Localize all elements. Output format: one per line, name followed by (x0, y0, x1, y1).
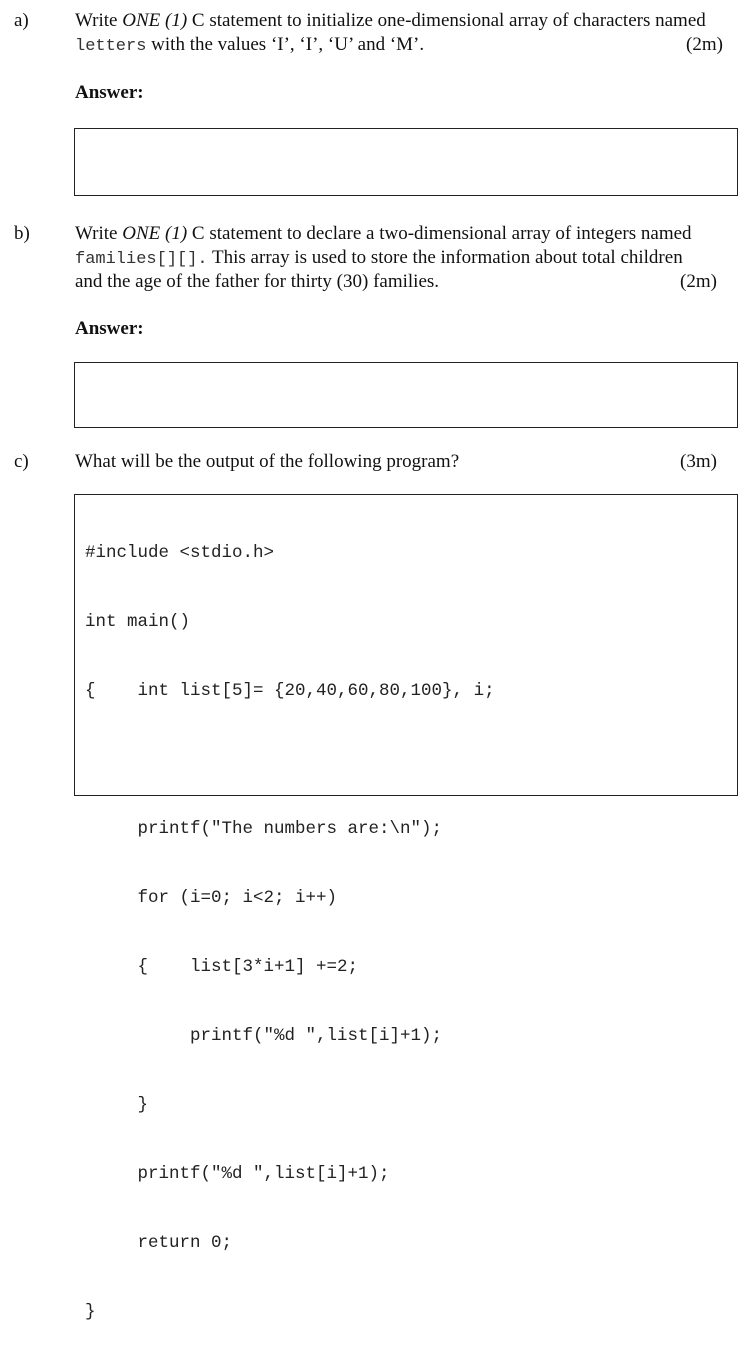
code-line: for (i=0; i<2; i++) (85, 888, 338, 908)
question-b-text-post: C statement to declare a two-dimensional array of integers named (187, 223, 692, 244)
question-b-marks: (2m) (680, 271, 717, 292)
question-b-text-pre: Write (75, 223, 123, 244)
question-a-text-post: C statement to initialize one-dimensional array of characters named (187, 10, 706, 31)
code-box (74, 494, 738, 1322)
code-listing (85, 496, 495, 1370)
question-a-label: a) (14, 10, 29, 31)
code-line: printf("%d ",list[i]+1); (85, 1026, 443, 1046)
question-b-line-3: and the age of the father for thirty (30) families. (75, 271, 440, 292)
question-b-answer-label: Answer: (75, 318, 144, 339)
question-a-line-1 (75, 10, 706, 32)
question-a-answer-box[interactable] (74, 128, 738, 196)
question-c-label: c) (14, 451, 29, 472)
question-b-line-2 (75, 247, 683, 269)
question-a-line-2 (75, 34, 424, 56)
code-line: } (85, 1095, 149, 1115)
code-line: printf("%d ",list[i]+1); (85, 1164, 390, 1184)
question-a-marks: (2m) (686, 34, 723, 55)
code-line: { int list[5]= {20,40,60,80,100}, i; (85, 681, 495, 701)
question-b-label: b) (14, 223, 30, 244)
code-line: { list[3*i+1] +=2; (85, 957, 359, 977)
code-line (85, 749, 495, 772)
question-a-values-text: with the values ‘I’, ‘I’, ‘U’ and ‘M’. (146, 34, 425, 55)
question-b-description: This array is used to store the information about total children (207, 247, 683, 268)
question-a-emphasis: ONE (1) (122, 10, 188, 31)
question-a-answer-label: Answer: (75, 82, 144, 103)
question-b-answer-box[interactable] (74, 362, 738, 428)
question-a-text-pre: Write (75, 10, 123, 31)
code-line: printf("The numbers are:\n"); (85, 819, 443, 839)
code-line: int main() (85, 612, 191, 632)
question-b-line-1 (75, 223, 692, 245)
question-b-array-name: families[][]. (75, 250, 208, 269)
question-c-marks: (3m) (680, 451, 717, 472)
question-b-emphasis: ONE (1) (122, 223, 188, 244)
code-line: } (85, 1302, 96, 1322)
code-line: return 0; (85, 1233, 233, 1253)
code-line: #include <stdio.h> (85, 543, 275, 563)
question-a-array-name: letters (75, 37, 147, 56)
question-c-text: What will be the output of the following program? (75, 451, 460, 472)
